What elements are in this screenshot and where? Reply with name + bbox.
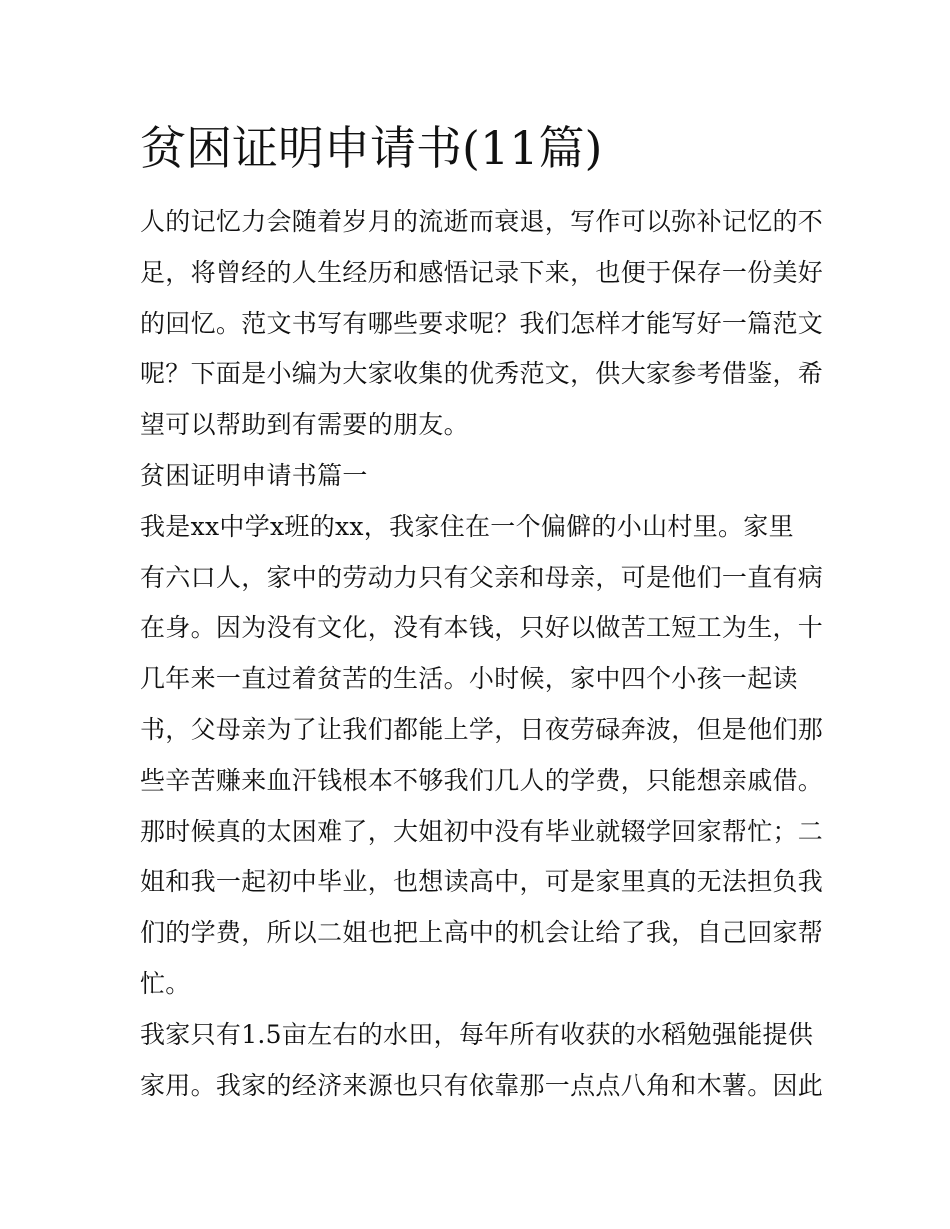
text-line: 在身。因为没有文化，没有本钱，只好以做苦工短工为生，十	[140, 613, 824, 643]
text-line: 呢？下面是小编为大家收集的优秀范文，供大家参考借鉴，希	[140, 359, 824, 389]
text-line: 足，将曾经的人生经历和感悟记录下来，也便于保存一份美好	[140, 257, 824, 287]
text-line: 有六口人，家中的劳动力只有父亲和母亲，可是他们一直有病	[140, 562, 824, 592]
document-title: 贫困证明申请书(11篇)	[140, 121, 603, 175]
text-line: 人的记忆力会随着岁月的流逝而衰退，写作可以弥补记忆的不	[140, 207, 824, 236]
text-line: 姐和我一起初中毕业，也想读高中，可是家里真的无法担负我	[140, 867, 824, 897]
text-line: 书，父母亲为了让我们都能上学，日夜劳碌奔波，但是他们那	[140, 714, 824, 744]
section-heading: 贫困证明申请书篇一	[140, 460, 368, 490]
text-line: 的回忆。范文书写有哪些要求呢？我们怎样才能写好一篇范文	[140, 308, 824, 338]
text-line: 忙。	[140, 968, 191, 998]
text-line: 几年来一直过着贫苦的生活。小时候，家中四个小孩一起读	[140, 664, 798, 694]
text-line: 家用。我家的经济来源也只有依靠那一点点八角和木薯。因此	[140, 1070, 824, 1100]
text-line: 我是xx中学x班的xx，我家住在一个偏僻的小山村里。家里	[140, 511, 794, 541]
text-line: 些辛苦赚来血汗钱根本不够我们几人的学费，只能想亲戚借。	[140, 765, 824, 795]
text-line: 望可以帮助到有需要的朋友。	[140, 410, 469, 440]
document-body	[140, 197, 824, 1111]
text-line: 们的学费，所以二姐也把上高中的机会让给了我，自己回家帮	[140, 918, 824, 948]
text-line: 那时候真的太困难了，大姐初中没有毕业就辍学回家帮忙；二	[140, 816, 824, 846]
text-line: 我家只有1.5亩左右的水田，每年所有收获的水稻勉强能提供	[140, 1019, 814, 1049]
